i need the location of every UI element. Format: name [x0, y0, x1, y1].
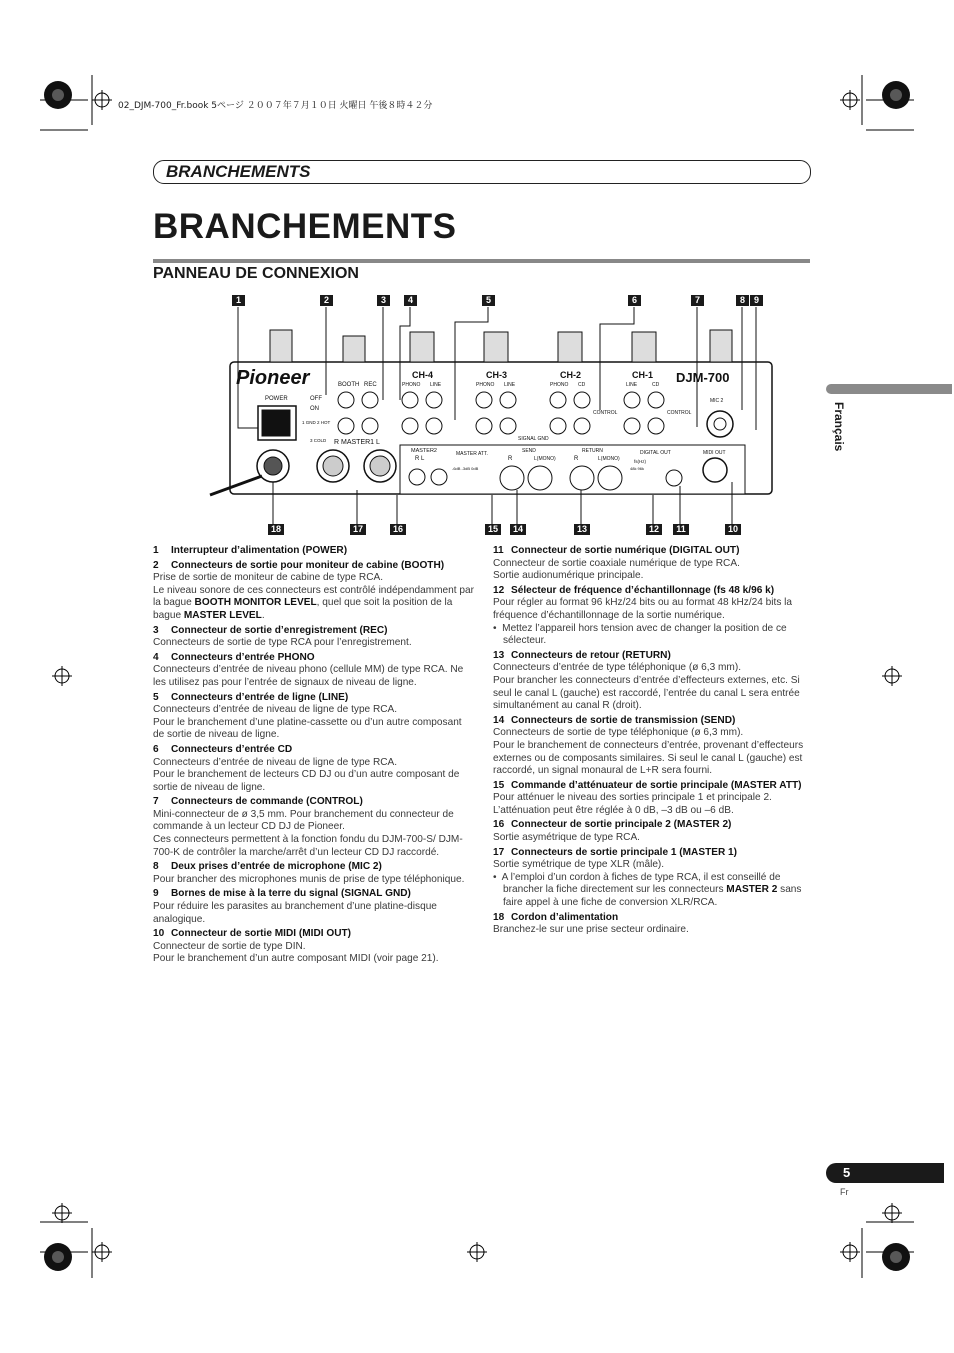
item-3: 3 Connecteur de sortie d’enregistrement (REC) Connecteurs de sortie de type RCA pour l’enregistrement.: [153, 624, 412, 649]
master1-label: R MASTER1 L: [334, 439, 380, 446]
item-10: 10 Connecteur de sortie MIDI (MIDI OUT) Connecteur de sortie de type DIN. Pour le branchement d’un autre composant MIDI (voir page 21).: [153, 928, 439, 965]
callout-2: 2: [320, 295, 333, 306]
callout-9: 9: [750, 295, 763, 306]
return-l-mono-label: L(MONO): [598, 456, 620, 462]
left-column: [153, 545, 475, 968]
right-column: [493, 545, 813, 939]
item-11: 11 Connecteur de sortie numérique (DIGITAL OUT) Connecteur de sortie coaxiale numérique de type RCA. Sortie audionumérique principale.: [493, 545, 740, 582]
fs-label: fs(Hz): [634, 459, 646, 464]
model-label: DJM-700: [676, 370, 730, 385]
send-label: SEND: [522, 448, 536, 454]
language-tab: [826, 384, 952, 394]
rec-label: REC: [364, 382, 377, 388]
master-att-label: MASTER ATT.: [456, 451, 488, 457]
item-18: 18 Cordon d’alimentation Branchez-le sur une prise secteur ordinaire.: [493, 911, 689, 936]
att-values-label: -6dB -3dB 0dB: [452, 466, 479, 471]
fs-values-label: 48k 96k: [630, 466, 645, 471]
page-number: 5: [843, 1165, 851, 1180]
callout-16: 16: [390, 524, 406, 535]
ch1-line-label: LINE: [626, 382, 638, 388]
callout-8: 8: [736, 295, 749, 306]
item-1: 1 Interrupteur d’alimentation (POWER): [153, 545, 348, 556]
ch2-cd-label: CD: [578, 382, 586, 388]
page-title: BRANCHEMENTS: [153, 207, 457, 246]
mic2-label: MIC 2: [710, 398, 724, 404]
cold-label: 3 COLD: [310, 438, 327, 443]
item-16: 16 Connecteur de sortie principale 2 (MASTER 2) Sortie asymétrique de type RCA.: [493, 819, 732, 844]
item-8: 8 Deux prises d’entrée de microphone (MIC 2) Pour brancher des microphones munis de prise de type téléphonique.: [153, 861, 465, 885]
callout-3: 3: [377, 295, 390, 306]
callout-15: 15: [485, 524, 501, 535]
callout-10: 10: [725, 524, 741, 535]
ch1-label: CH-1: [632, 370, 654, 380]
master2-rl-label: R L: [415, 456, 425, 462]
send-l-mono-label: L(MONO): [534, 456, 556, 462]
ch4-phono-label: PHONO: [402, 382, 421, 388]
control-label-ch2: CONTROL: [593, 410, 618, 416]
gnd-hot-label: 1 GND 2 HOT: [302, 420, 331, 425]
language-label: Français: [832, 402, 846, 452]
master2-label: MASTER2: [411, 448, 437, 454]
ch4-line-label: LINE: [430, 382, 442, 388]
item-15: 15 Commande d’atténuateur de sortie principale (MASTER ATT) Pour atténuer le niveau des sorties principale 1 et principale 2. L’atténuation peut être réglée à 0 dB, –3 dB ou –6 dB.: [493, 779, 802, 816]
item-2: 2 Connecteurs de sortie pour moniteur de cabine (BOOTH) Prise de sortie de moniteur de cabine de type RCA. Le niveau sonore de ces connecteurs est contrôlé indépendamment par la bague BOOTH MONITOR LEVEL, quel que soit la position de la bague MASTER LEVEL.: [153, 559, 474, 621]
item-5: 5 Connecteurs d’entrée de ligne (LINE) Connecteurs d’entrée de niveau de ligne de type RCA. Pour le branchement d’une platine-cassette ou d’un autre composant de sortie de niveau de ligne.: [153, 691, 462, 741]
power-label: POWER: [265, 396, 288, 402]
callout-12: 12: [646, 524, 662, 535]
brand-logo: Pioneer: [236, 367, 310, 389]
item-17: 17 Connecteurs de sortie principale 1 (MASTER 1) Sortie symétrique de type XLR (mâle). • A l’emploi d’un cordon à fiches de type RCA, il est conseillé de brancher la fiche directement sur les connecteurs MASTER 2 sans faire appel à une fiche de conversion XLR/RCA.: [493, 846, 802, 909]
ch2-label: CH-2: [560, 370, 582, 380]
midi-out-label: MIDI OUT: [703, 450, 726, 456]
on-label: ON: [310, 406, 319, 412]
section-subtitle: PANNEAU DE CONNEXION: [153, 265, 359, 282]
item-13: 13 Connecteurs de retour (RETURN) Connecteurs d’entrée de type téléphonique (ø 6,3 mm). Pour brancher les connecteurs d’entrée d’effecteurs externes, etc. Si seul le canal L (gauche) est raccordé, l’entrée du canal L sera entrée simultanément au canal R (droit).: [493, 649, 800, 712]
connection-panel-diagram: [200, 290, 780, 540]
section-header-text: BRANCHEMENTS: [166, 162, 311, 181]
callout-6: 6: [628, 295, 641, 306]
callout-13: 13: [574, 524, 590, 535]
callout-11: 11: [673, 524, 689, 535]
title-rule: [153, 259, 810, 263]
file-info-line: 02_DJM-700_Fr.book 5ページ ２００７年７月１０日 火曜日 午後８時４２分: [118, 101, 433, 111]
callout-18: 18: [268, 524, 284, 535]
return-r-label: R: [574, 456, 579, 462]
section-header: [153, 160, 811, 184]
off-label: OFF: [310, 396, 322, 402]
ch3-line-label: LINE: [504, 382, 516, 388]
ch4-label: CH-4: [412, 370, 434, 380]
callout-14: 14: [510, 524, 526, 535]
item-4: 4 Connecteurs d’entrée PHONO Connecteurs d’entrée de niveau phono (cellule MM) de type RCA. Ne les utilisez pas pour l’entrée de signaux de niveau de ligne.: [153, 651, 464, 688]
digital-out-label: DIGITAL OUT: [640, 450, 671, 456]
return-label: RETURN: [582, 448, 603, 454]
callout-5: 5: [482, 295, 495, 306]
item-14: 14 Connecteurs de sortie de transmission (SEND) Connecteurs de sortie de type téléphonique (ø 6,3 mm). Pour le branchement de connecteurs d’entrée, provenant d’effecteurs externes ou de composants similaires. Si seul le canal L (gauche) est raccordé, un signal monaural de L+R sera fourni.: [493, 714, 804, 777]
control-label-ch1: CONTROL: [667, 410, 692, 416]
booth-label: BOOTH: [338, 382, 360, 388]
ch3-label: CH-3: [486, 370, 508, 380]
callout-17: 17: [350, 524, 366, 535]
send-r-label: R: [508, 456, 513, 462]
callout-4: 4: [404, 295, 417, 306]
callout-7: 7: [691, 295, 704, 306]
item-9: 9 Bornes de mise à la terre du signal (SIGNAL GND) Pour réduire les parasites au branchement d’une platine-disque analogique.: [153, 888, 437, 925]
callout-1: 1: [232, 295, 245, 306]
ch3-phono-label: PHONO: [476, 382, 495, 388]
ch2-phono-label: PHONO: [550, 382, 569, 388]
ch1-cd-label: CD: [652, 382, 660, 388]
item-12: 12 Sélecteur de fréquence d’échantillonnage (fs 48 k/96 k) Pour régler au format 96 kHz/24 bits ou au format 48 kHz/24 bits la fréquence d’échantillonnage de la sortie numérique. • Mettez l’appareil hors tension avec de changer la position de ce sélecteur.: [493, 584, 793, 647]
item-6: 6 Connecteurs d’entrée CD Connecteurs d’entrée de niveau de ligne de type RCA. Pour le branchement de lecteurs CD DJ ou d’un autre composant de sortie de niveau de ligne.: [153, 743, 460, 793]
signal-gnd-label: SIGNAL GND: [518, 436, 549, 442]
item-7: 7 Connecteurs de commande (CONTROL) Mini-connecteur de ø 3,5 mm. Pour branchement du connecteur de commande à un lecteur CD DJ de Pioneer. Ces connecteurs permettent à la fonction fondu du DJM-700-S/ DJM-700-K de contrôler la marche/arrêt d’un lecteur CD DJ raccordé.: [153, 796, 463, 858]
page-language-code: Fr: [840, 1187, 849, 1197]
